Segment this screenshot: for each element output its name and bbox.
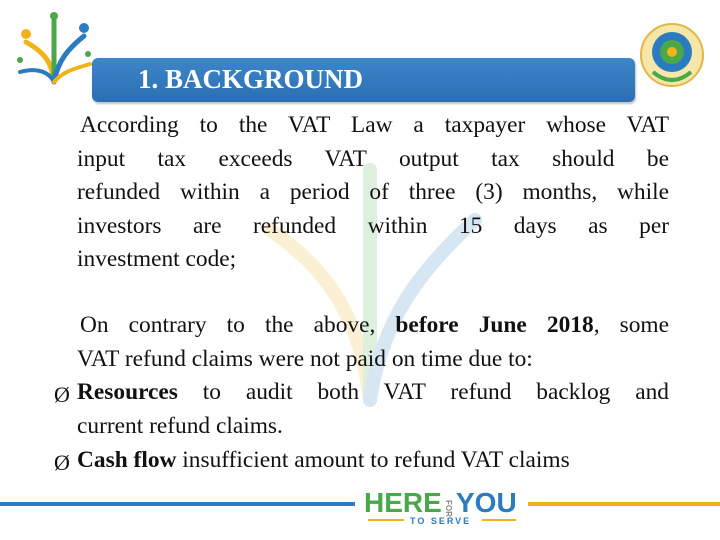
footer-to-serve: TO SERVE — [410, 516, 472, 526]
paragraph-contrary — [77, 309, 669, 376]
bullet-resources — [77, 376, 669, 443]
paragraph1-line1: According to the VAT Law a taxpayer whose VAT — [80, 112, 669, 138]
bullet1-bold: Resources — [77, 379, 178, 405]
paragraph1-line4: investors are refunded within 15 days as per — [77, 212, 669, 239]
footer-you: YOU — [456, 487, 517, 518]
bullet-arrow-icon: Ø — [54, 450, 70, 475]
bullet-arrow-icon: Ø — [54, 382, 70, 407]
footer-for: FOR — [444, 500, 453, 517]
paragraph1-line2: input tax exceeds VAT output tax should be — [77, 145, 669, 172]
bullet-cash-flow — [77, 444, 677, 478]
footer-banner — [0, 480, 720, 530]
bullet2-bold: Cash flow — [77, 447, 177, 473]
seal-logo-right — [639, 22, 705, 92]
bullet2-line1 — [77, 444, 677, 478]
title-bar — [92, 58, 635, 102]
bullet1-line2: current refund claims. — [77, 412, 283, 439]
paragraph2-prefix: On contrary to the above, — [80, 312, 376, 338]
bullet2-text: insufficient amount to refund VAT claims — [176, 447, 570, 473]
bullet1-text: to audit both VAT refund backlog and — [177, 379, 669, 405]
paragraph-vat-law — [77, 109, 669, 277]
paragraph1-line5: investment code; — [77, 246, 237, 273]
footer-here: HERE — [364, 487, 442, 518]
paragraph2-bold-date: before June 2018 — [395, 312, 594, 338]
slide-title: 1. BACKGROUND — [138, 64, 364, 94]
paragraph2-line2: VAT refund claims were not paid on time due to: — [77, 345, 533, 372]
paragraph1-line3: refunded within a period of three (3) months, while — [77, 179, 669, 206]
bullet1-line1 — [77, 376, 669, 410]
paragraph2-suffix: , some — [593, 312, 669, 338]
organization-logo-left — [14, 12, 94, 94]
paragraph2-line1 — [77, 309, 669, 343]
